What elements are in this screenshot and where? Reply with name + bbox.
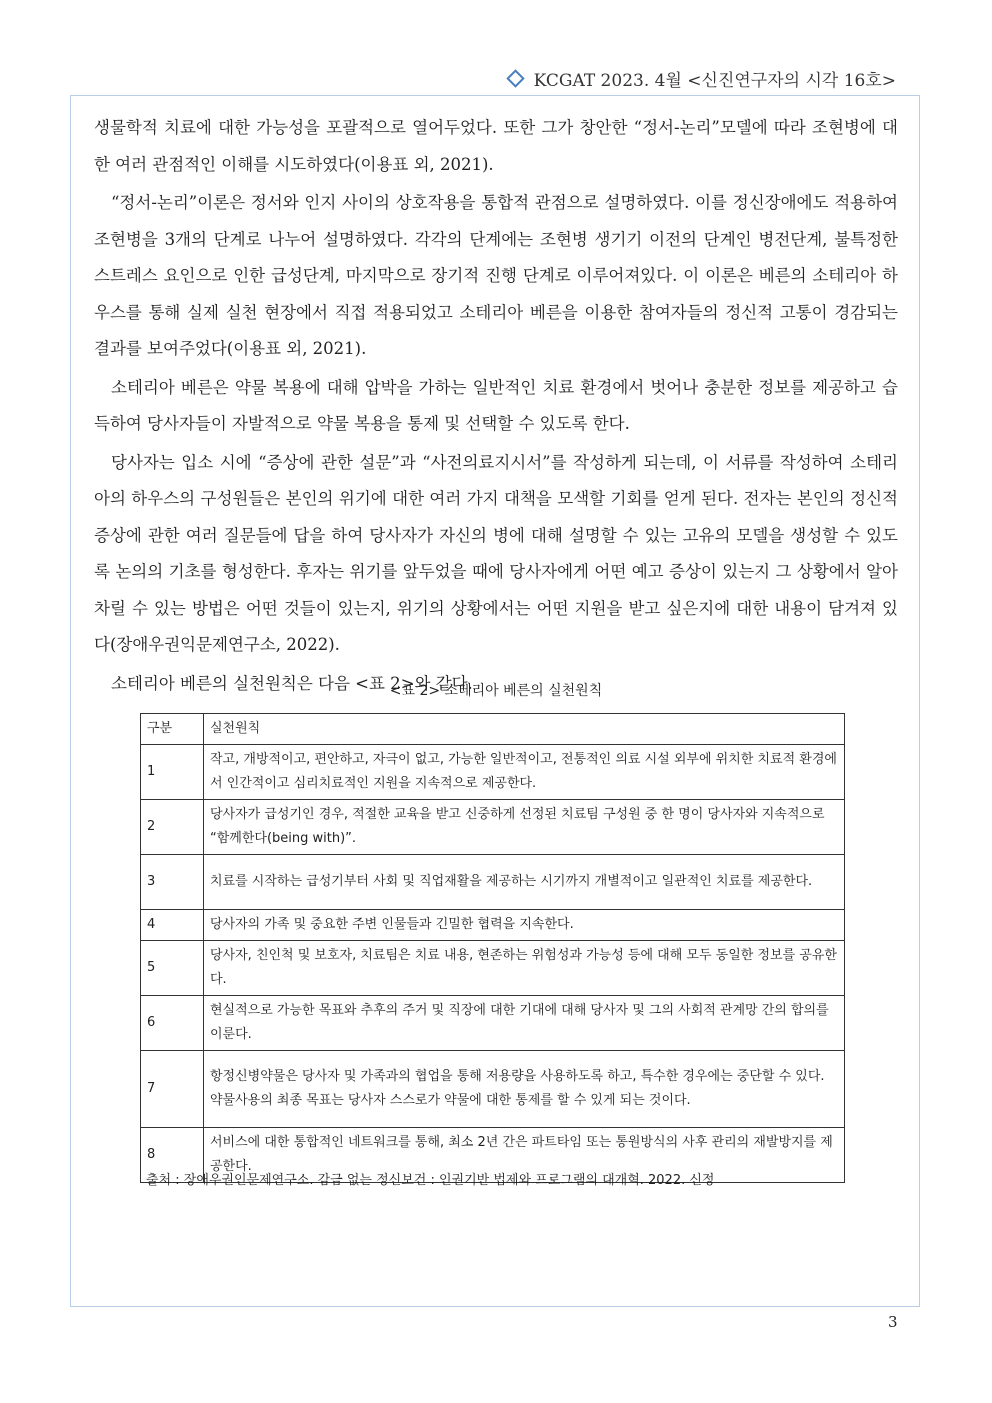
- table-row: [141, 941, 845, 996]
- paragraph: 당사자는 입소 시에 “증상에 관한 설문”과 “사전의료지시서”를 작성하게 되는데, 이 서류를 작성하여 소테리아의 하우스의 구성원들은 본인의 위기에 대한 여러 가지 대책을 모색할 기회를 얻게 된다. 전자는 본인의 정신적 증상에 관한 여러 질문들에 답을 하여 당사자가 자신의 병에 대해 설명할 수 있는 고유의 모델을 생성할 수 있도록 논의의 기초를 형성한다. 후자는 위기를 앞두었을 때에 당사자에게 어떤 예고 증상이 있는지 그 상황에서 알아차릴 수 있는 방법은 어떤 것들이 있는지, 위기의 상황에서는 어떤 지원을 받고 싶은지에 대한 내용이 담겨져 있다(장애우권익문제연구소, 2022).: [94, 452, 898, 654]
- row-text: 당사자의 가족 및 중요한 주변 인물들과 긴밀한 협력을 지속한다.: [204, 910, 845, 941]
- table-row: [141, 855, 845, 910]
- table-row: [141, 1051, 845, 1128]
- principles-table: [140, 713, 845, 1183]
- paragraph: 소테리아 베른은 약물 복용에 대해 압박을 가하는 일반적인 치료 환경에서 벗어나 충분한 정보를 제공하고 습득하여 당사자들이 자발적으로 약물 복용을 통제 및 선택할 수 있도록 한다.: [94, 377, 898, 433]
- table-header-row: [141, 714, 845, 745]
- table-header-cell: 구분: [141, 714, 204, 745]
- table-header-cell: 실천원칙: [204, 714, 845, 745]
- paragraph: 생물학적 치료에 대한 가능성을 포괄적으로 열어두었다. 또한 그가 창안한 “정서-논리”모델에 따라 조현병에 대한 여러 관점적인 이해를 시도하였다(이용표 외, 2021).: [94, 118, 898, 174]
- row-number: 4: [141, 910, 204, 941]
- row-text: 서비스에 대한 통합적인 네트워크를 통해, 최소 2년 간은 파트타임 또는 통원방식의 사후 관리의 재발방지를 제공한다.: [204, 1128, 845, 1183]
- body-text: [94, 110, 898, 702]
- table-row: [141, 800, 845, 855]
- row-text: 당사자가 급성기인 경우, 적절한 교육을 받고 신중하게 선정된 치료팀 구성원 중 한 명이 당사자와 지속적으로 “함께한다(being with)”.: [204, 800, 845, 855]
- diamond-icon: [506, 69, 524, 87]
- row-number: 3: [141, 855, 204, 910]
- row-number: 5: [141, 941, 204, 996]
- table-row: [141, 996, 845, 1051]
- header-text: KCGAT 2023. 4월 <신진연구자의 시각 16호>: [533, 71, 896, 91]
- row-text: 현실적으로 가능한 목표와 추후의 주거 및 직장에 대한 기대에 대해 당사자 및 그의 사회적 관계망 간의 합의를 이룬다.: [204, 996, 845, 1051]
- table-row: [141, 745, 845, 800]
- row-text: 항정신병약물은 당사자 및 가족과의 협업을 통해 저용량을 사용하도록 하고, 특수한 경우에는 중단할 수 있다. 약물사용의 최종 목표는 당사자 스스로가 약물에 대한 통제를 할 수 있게 되는 것이다.: [204, 1051, 845, 1128]
- row-number: 7: [141, 1051, 204, 1128]
- table-caption: <표 2> 소테리아 베른의 실천원칙: [389, 683, 603, 699]
- row-text: 치료를 시작하는 급성기부터 사회 및 직업재활을 제공하는 시기까지 개별적이고 일관적인 치료를 제공한다.: [204, 855, 845, 910]
- row-text: 당사자, 친인척 및 보호자, 치료팀은 치료 내용, 현존하는 위험성과 가능성 등에 대해 모두 동일한 정보를 공유한다.: [204, 941, 845, 996]
- row-number: 2: [141, 800, 204, 855]
- row-text: 작고, 개방적이고, 편안하고, 자극이 없고, 가능한 일반적이고, 전통적인 의료 시설 외부에 위치한 치료적 환경에서 인간적이고 심리치료적인 지원을 지속적으로 제공한다.: [204, 745, 845, 800]
- page-number: 3: [888, 1313, 898, 1331]
- row-number: 1: [141, 745, 204, 800]
- table-row: [141, 910, 845, 941]
- row-number: 6: [141, 996, 204, 1051]
- paragraph: “정서-논리”이론은 정서와 인지 사이의 상호작용을 통합적 관점으로 설명하였다. 이를 정신장애에도 적용하여 조현병을 3개의 단계로 나누어 설명하였다. 각각의 단계에는 조현병 생기기 이전의 단계인 병전단계, 불특정한 스트레스 요인으로 인한 급성단계, 마지막으로 장기적 진행 단계로 이루어져있다. 이 이론은 베른의 소테리아 하우스를 통해 실제 실천 현장에서 직접 적용되었고 소테리아 베른을 이용한 참여자들의 정신적 고통이 경감되는 결과를 보여주었다(이용표 외, 2021).: [94, 193, 898, 358]
- table-source: 출처 : 장애우권인문제연구소. 감금 없는 정신보건 : 인권기반 법제와 프로그램의 대개혁. 2022. 신정: [146, 1173, 715, 1188]
- paragraph: 소테리아 베른의 실천원칙은 다음 <표 2>와 같다.: [111, 673, 473, 693]
- row-number: 8: [141, 1128, 204, 1183]
- page-header: [509, 66, 896, 91]
